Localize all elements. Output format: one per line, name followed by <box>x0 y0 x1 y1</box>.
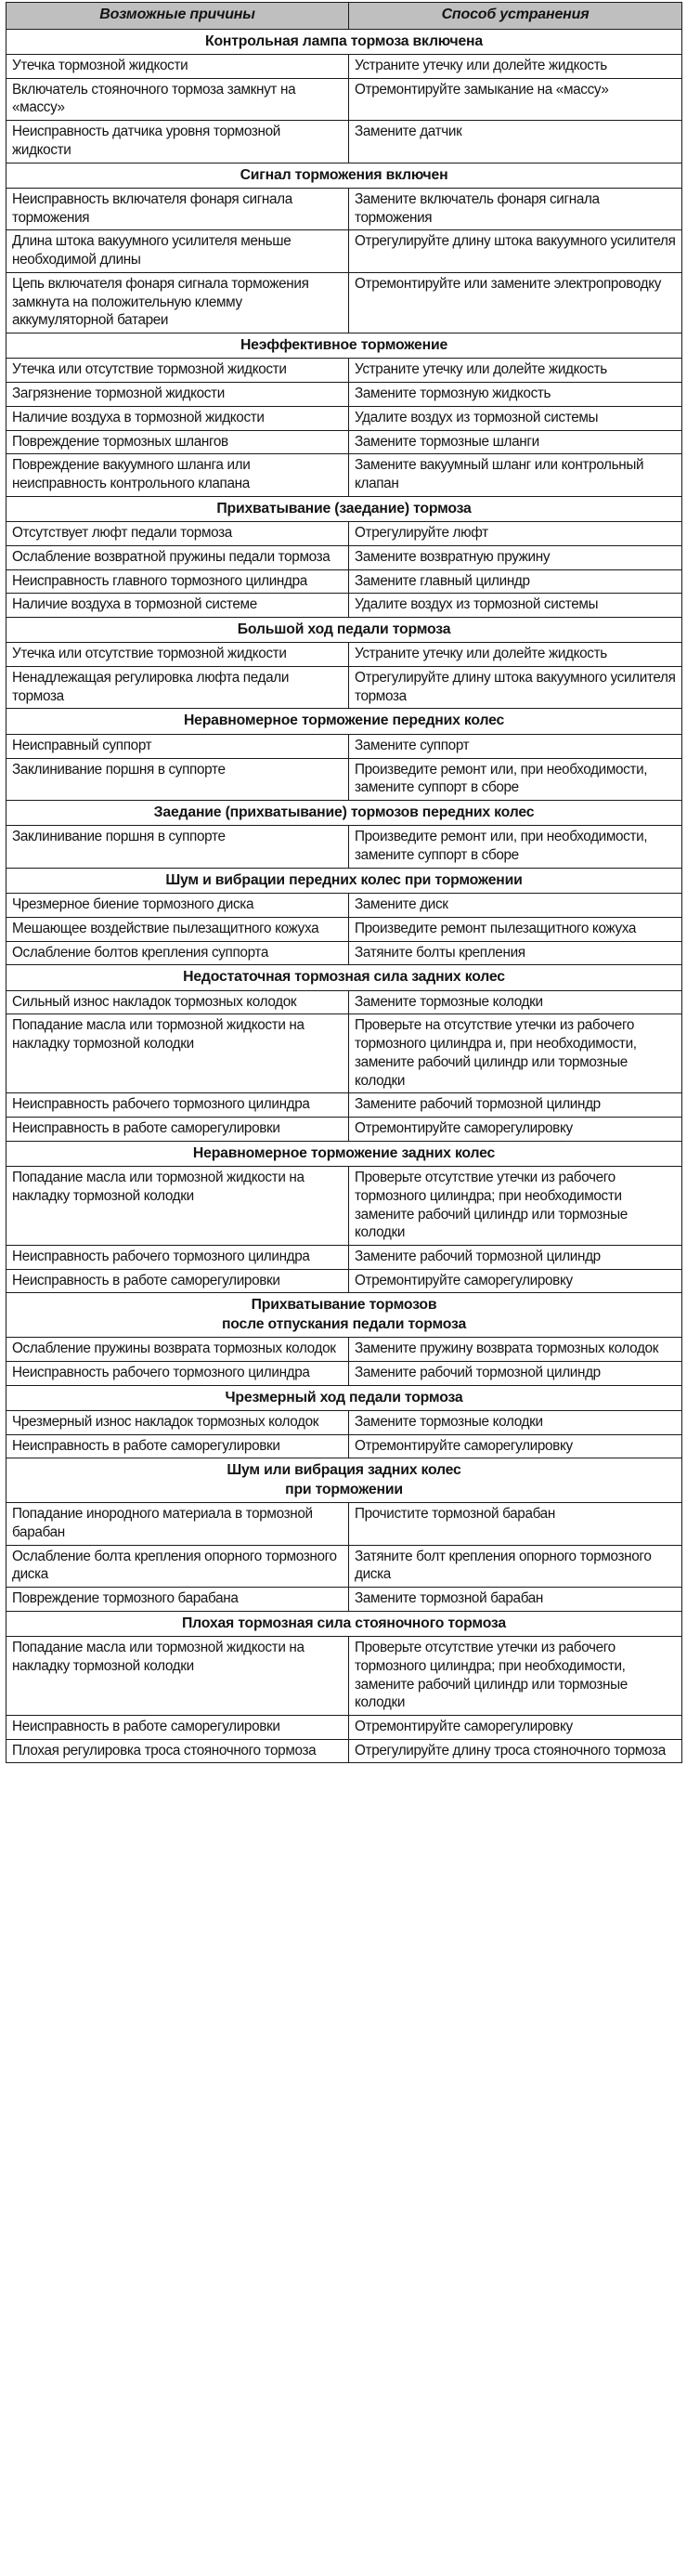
table-row <box>6 643 682 667</box>
table-row <box>6 1118 682 1142</box>
table-row <box>6 990 682 1014</box>
table-row <box>6 406 682 430</box>
remedy-cell: Произведите ремонт пылезащитного кожуха <box>349 917 682 941</box>
table-row <box>6 1545 682 1587</box>
section-title-line: Заедание (прихватывание) тормозов передних колес <box>153 804 535 820</box>
cause-cell: Цепь включателя фонаря сигнала торможения замкнута на положительную клемму аккумуляторной батареи <box>6 272 349 333</box>
cause-cell: Неисправность рабочего тормозного цилиндра <box>6 1246 349 1270</box>
table-row <box>6 1716 682 1740</box>
table-row <box>6 383 682 407</box>
remedy-cell: Замените датчик <box>349 121 682 163</box>
cause-cell: Утечка тормозной жидкости <box>6 55 349 79</box>
section-header-row <box>6 1458 682 1503</box>
brake-troubleshooting-table <box>6 2 682 1763</box>
section-title-line: Чрезмерный ход педали тормоза <box>225 1389 463 1406</box>
table-row <box>6 1167 682 1246</box>
cause-cell: Неисправность в работе саморегулировки <box>6 1118 349 1142</box>
remedy-cell: Устраните утечку или долейте жидкость <box>349 359 682 383</box>
remedy-cell: Замените пружину возврата тормозных колодок <box>349 1338 682 1362</box>
cause-cell: Повреждение тормозных шлангов <box>6 430 349 454</box>
section-title-line: Неравномерное торможение задних колес <box>192 1144 496 1161</box>
cause-cell: Наличие воздуха в тормозной системе <box>6 594 349 618</box>
remedy-cell: Произведите ремонт или, при необходимости, замените суппорт в сборе <box>349 758 682 800</box>
table-row <box>6 734 682 758</box>
remedy-cell: Прочистите тормозной барабан <box>349 1503 682 1545</box>
table-row <box>6 430 682 454</box>
remedy-cell: Устраните утечку или долейте жидкость <box>349 643 682 667</box>
remedy-cell: Удалите воздух из тормозной системы <box>349 406 682 430</box>
cause-cell: Неисправность рабочего тормозного цилиндра <box>6 1361 349 1385</box>
remedy-cell: Замените рабочий тормозной цилиндр <box>349 1093 682 1118</box>
section-title-line: при торможении <box>285 1481 403 1497</box>
remedy-cell: Замените рабочий тормозной цилиндр <box>349 1246 682 1270</box>
cause-cell: Попадание масла или тормозной жидкости на накладку тормозной колодки <box>6 1014 349 1093</box>
section-title-line: Прихватывание (заедание) тормоза <box>216 500 472 517</box>
remedy-cell: Отрегулируйте люфт <box>349 522 682 546</box>
cause-cell: Попадание инородного материала в тормозной барабан <box>6 1503 349 1545</box>
section-title <box>6 163 682 188</box>
section-title <box>6 1611 682 1636</box>
section-header-row <box>6 868 682 893</box>
remedy-cell: Замените главный цилиндр <box>349 569 682 594</box>
table-row <box>6 359 682 383</box>
table-row <box>6 1269 682 1293</box>
section-header-row <box>6 1141 682 1166</box>
cause-cell: Утечка или отсутствие тормозной жидкости <box>6 643 349 667</box>
cause-cell: Включатель стояночного тормоза замкнут на «массу» <box>6 78 349 120</box>
cause-cell: Попадание масла или тормозной жидкости на накладку тормозной колодки <box>6 1637 349 1716</box>
cause-cell: Ослабление пружины возврата тормозных колодок <box>6 1338 349 1362</box>
remedy-cell: Проверьте на отсутствие утечки из рабочего тормозного цилиндра и, при необходимости, замените рабочий цилиндр или тормозные колодки <box>349 1014 682 1093</box>
cause-cell: Чрезмерное биение тормозного диска <box>6 894 349 918</box>
remedy-cell: Замените возвратную пружину <box>349 545 682 569</box>
cause-cell: Длина штока вакуумного усилителя меньше необходимой длины <box>6 230 349 272</box>
cause-cell: Попадание масла или тормозной жидкости на накладку тормозной колодки <box>6 1167 349 1246</box>
cause-cell: Заклинивание поршня в суппорте <box>6 758 349 800</box>
section-title-line: Большой ход педали тормоза <box>237 621 451 637</box>
table-row <box>6 1338 682 1362</box>
remedy-cell: Затяните болты крепления <box>349 941 682 965</box>
cause-cell: Сильный износ накладок тормозных колодок <box>6 990 349 1014</box>
section-title-line: Сигнал торможения включен <box>240 166 448 183</box>
table-body <box>6 29 682 1763</box>
cause-cell: Неисправность включателя фонаря сигнала торможения <box>6 188 349 229</box>
remedy-cell: Устраните утечку или долейте жидкость <box>349 55 682 79</box>
section-header-row <box>6 496 682 521</box>
remedy-cell: Отремонтируйте саморегулировку <box>349 1269 682 1293</box>
table-row <box>6 826 682 868</box>
table-row <box>6 1361 682 1385</box>
section-title <box>6 965 682 990</box>
cause-cell: Неисправность датчика уровня тормозной жидкости <box>6 121 349 163</box>
table-row <box>6 272 682 333</box>
table-row <box>6 758 682 800</box>
table-row <box>6 1014 682 1093</box>
remedy-cell: Замените тормозные шланги <box>349 430 682 454</box>
cause-cell: Плохая регулировка троса стояночного тормоза <box>6 1739 349 1763</box>
cause-cell: Загрязнение тормозной жидкости <box>6 383 349 407</box>
remedy-cell: Проверьте отсутствие утечки из рабочего тормозного цилиндра; при необходимости замените рабочий цилиндр или тормозные колодки <box>349 1167 682 1246</box>
section-header-row <box>6 965 682 990</box>
table-row <box>6 1246 682 1270</box>
table-row <box>6 78 682 120</box>
section-title <box>6 496 682 521</box>
header-remedies: Способ устранения <box>349 3 682 30</box>
section-header-row <box>6 29 682 54</box>
remedy-cell: Замените тормозную жидкость <box>349 383 682 407</box>
cause-cell: Повреждение тормозного барабана <box>6 1588 349 1612</box>
cause-cell: Чрезмерный износ накладок тормозных колодок <box>6 1411 349 1435</box>
remedy-cell: Отремонтируйте саморегулировку <box>349 1118 682 1142</box>
section-title-line: Недостаточная тормозная сила задних колес <box>183 969 505 986</box>
table-row <box>6 522 682 546</box>
section-header-row <box>6 801 682 826</box>
section-title-line: Контрольная лампа тормоза включена <box>205 33 483 49</box>
cause-cell: Неисправность в работе саморегулировки <box>6 1434 349 1458</box>
table-row <box>6 55 682 79</box>
remedy-cell: Замените тормозные колодки <box>349 990 682 1014</box>
cause-cell: Мешающее воздействие пылезащитного кожуха <box>6 917 349 941</box>
cause-cell: Ослабление болтов крепления суппорта <box>6 941 349 965</box>
table-row <box>6 1434 682 1458</box>
remedy-cell: Отрегулируйте длину штока вакуумного усилителя тормоза <box>349 667 682 709</box>
cause-cell: Неисправность в работе саморегулировки <box>6 1269 349 1293</box>
remedy-cell: Удалите воздух из тормозной системы <box>349 594 682 618</box>
remedy-cell: Отрегулируйте длину штока вакуумного усилителя <box>349 230 682 272</box>
section-title <box>6 333 682 359</box>
section-title-line: Неравномерное торможение передних колес <box>183 713 505 729</box>
cause-cell: Заклинивание поршня в суппорте <box>6 826 349 868</box>
remedy-cell: Произведите ремонт или, при необходимости, замените суппорт в сборе <box>349 826 682 868</box>
table-row <box>6 894 682 918</box>
table-row <box>6 188 682 229</box>
remedy-cell: Замените тормозной барабан <box>349 1588 682 1612</box>
section-title <box>6 1385 682 1410</box>
remedy-cell: Замените тормозные колодки <box>349 1411 682 1435</box>
section-title-line: Прихватывание тормозов <box>251 1297 437 1314</box>
cause-cell: Ненадлежащая регулировка люфта педали тормоза <box>6 667 349 709</box>
section-title-line: Шум и вибрации передних колес при торможении <box>165 871 523 888</box>
section-header-row <box>6 1385 682 1410</box>
remedy-cell: Отремонтируйте саморегулировку <box>349 1434 682 1458</box>
table-row <box>6 1637 682 1716</box>
section-title <box>6 29 682 54</box>
section-title-line: после отпускания педали тормоза <box>221 1315 467 1332</box>
table-row <box>6 1503 682 1545</box>
remedy-cell: Замените суппорт <box>349 734 682 758</box>
section-title <box>6 709 682 734</box>
remedy-cell: Замените рабочий тормозной цилиндр <box>349 1361 682 1385</box>
table-row <box>6 1411 682 1435</box>
table-row <box>6 941 682 965</box>
table-row <box>6 917 682 941</box>
header-row <box>6 3 682 30</box>
cause-cell: Ослабление болта крепления опорного тормозного диска <box>6 1545 349 1587</box>
table-row <box>6 1588 682 1612</box>
cause-cell: Неисправность в работе саморегулировки <box>6 1716 349 1740</box>
section-title <box>6 617 682 642</box>
table-row <box>6 454 682 496</box>
section-header-row <box>6 709 682 734</box>
cause-cell: Неисправный суппорт <box>6 734 349 758</box>
table-row <box>6 1739 682 1763</box>
section-header-row <box>6 1611 682 1636</box>
cause-cell: Неисправность рабочего тормозного цилиндра <box>6 1093 349 1118</box>
section-title-line: Плохая тормозная сила стояночного тормоза <box>182 1615 506 1631</box>
table-row <box>6 667 682 709</box>
cause-cell: Наличие воздуха в тормозной жидкости <box>6 406 349 430</box>
remedy-cell: Отремонтируйте замыкание на «массу» <box>349 78 682 120</box>
remedy-cell: Отремонтируйте саморегулировку <box>349 1716 682 1740</box>
table-row <box>6 569 682 594</box>
cause-cell: Ослабление возвратной пружины педали тормоза <box>6 545 349 569</box>
section-header-row <box>6 617 682 642</box>
remedy-cell: Замените диск <box>349 894 682 918</box>
section-header-row <box>6 163 682 188</box>
table-row <box>6 545 682 569</box>
section-title <box>6 801 682 826</box>
cause-cell: Повреждение вакуумного шланга или неисправность контрольного клапана <box>6 454 349 496</box>
table-row <box>6 1093 682 1118</box>
section-header-row <box>6 1293 682 1338</box>
remedy-cell: Замените включатель фонаря сигнала торможения <box>349 188 682 229</box>
remedy-cell: Замените вакуумный шланг или контрольный клапан <box>349 454 682 496</box>
remedy-cell: Отрегулируйте длину троса стояночного тормоза <box>349 1739 682 1763</box>
section-title <box>6 868 682 893</box>
remedy-cell: Затяните болт крепления опорного тормозного диска <box>349 1545 682 1587</box>
remedy-cell: Отремонтируйте или замените электропроводку <box>349 272 682 333</box>
table-row <box>6 230 682 272</box>
section-title <box>6 1293 682 1338</box>
section-title <box>6 1458 682 1503</box>
section-title-line: Неэффективное торможение <box>240 337 448 353</box>
section-title-line: Шум или вибрация задних колес <box>227 1462 461 1479</box>
remedy-cell: Проверьте отсутствие утечки из рабочего тормозного цилиндра; при необходимости, замените рабочий цилиндр или тормозные колодки <box>349 1637 682 1716</box>
section-header-row <box>6 333 682 359</box>
section-title <box>6 1141 682 1166</box>
cause-cell: Утечка или отсутствие тормозной жидкости <box>6 359 349 383</box>
cause-cell: Неисправность главного тормозного цилиндра <box>6 569 349 594</box>
header-causes: Возможные причины <box>6 3 349 30</box>
table-row <box>6 594 682 618</box>
table-row <box>6 121 682 163</box>
cause-cell: Отсутствует люфт педали тормоза <box>6 522 349 546</box>
